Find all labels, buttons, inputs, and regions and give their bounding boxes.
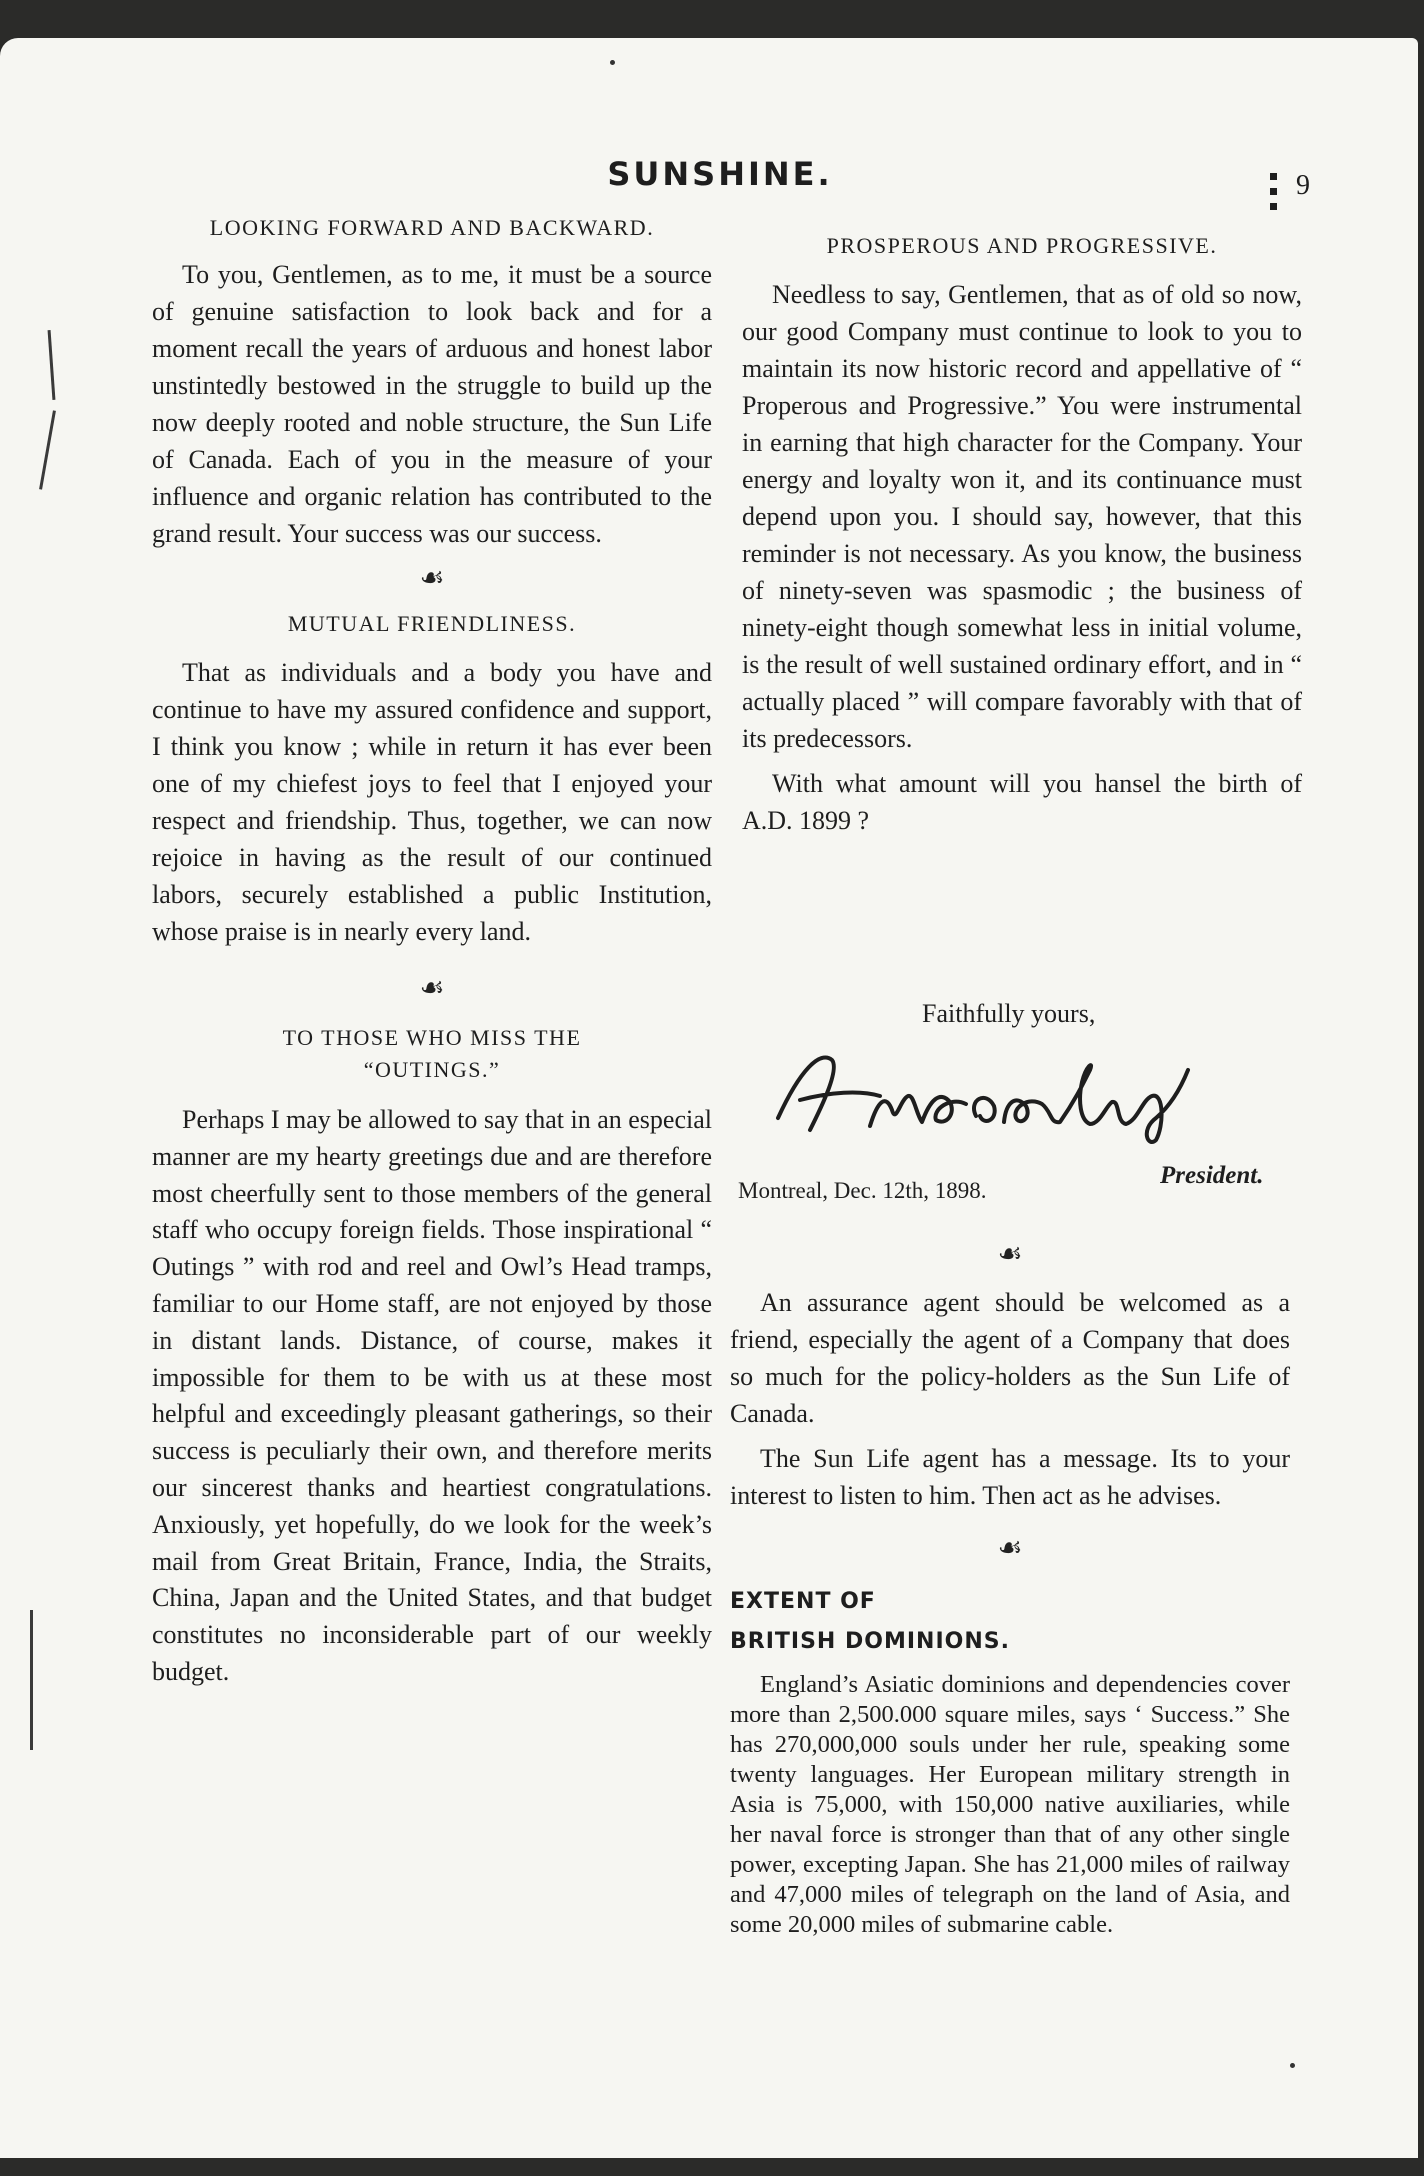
running-title: SUNSHINE. (607, 155, 833, 193)
paragraph: England’s Asiatic dominions and dependencies cover more than 2,500.000 square miles, says ‘ Success.” She has 270,000,000 souls under her rule, speaking some twenty languages. Her European military strength in Asia is 75,000, with 150,000 native auxiliaries, while her naval force is stronger than that of any other single power, excepting Japan. She has 21,000 miles of railway and 47,000 miles of telegraph on the land of Asia, and some 20,000 miles of submarine cable. (730, 1671, 1290, 1938)
signer-title: President. (1160, 1162, 1264, 1189)
place-date: Montreal, Dec. 12th, 1898. (738, 1178, 987, 1203)
right-column-lower (730, 1240, 1290, 1940)
section-body (730, 1670, 1290, 1940)
ornament-icon: ☙ (419, 563, 445, 594)
paragraph: Perhaps I may be allowed to say that in an especial manner are my hearty greetings due and are therefore most cheerfully sent to those members of the general staff who occupy foreign fields. Those inspirational “ Outings ” with rod and reel and Owl’s Head tramps, familiar to our Home staff, are not enjoyed by those in distant lands. Distance, of course, makes it impossible for them to be with us at these most helpful and exceedingly pleasant gatherings, so their success is peculiarly their own, and therefore merits our sincerest thanks and heartiest congratulations. Anxiously, yet hopefully, do we look for the week’s mail from Great Britain, France, India, the Straits, China, Japan and the United States, and that budget constitutes no inconsiderable part of our weekly budget. (152, 1105, 712, 1686)
paragraph: Needless to say, Gentlemen, that as of old so now, our good Company must continue to look to you to maintain its now historic record and appellative of “ Properous and Progressive.” You were instrumental in earning that high character for the Company. Your energy and loyalty won it, and its continuance must depend upon you. I should say, however, that this reminder is not necessary. As you know, the business of ninety-seven was spasmodic ; the business of ninety-eight though somewhat less in initial volume, is the result of well sustained ordinary effort, and in “ actually placed ” will compare favorably with that of its predecessors. (742, 280, 1302, 753)
left-column (152, 212, 712, 1699)
paragraph: That as individuals and a body you have and continue to have my assured confidence and support, I think you know ; while in return it has ever been one of my chiefest joys to feel that I enjoyed your respect and friendship. Thus, together, we can now rejoice in having as the result of our continued labors, securely established a public Institution, whose praise is in nearly every land. (152, 658, 712, 946)
scan-bottom-edge (0, 2158, 1424, 2176)
page-number-marks (1270, 173, 1278, 211)
margin-mark (30, 1610, 33, 1750)
closing: Faithfully yours, (922, 999, 1096, 1028)
right-column (742, 230, 1302, 847)
page-number: 9 (1296, 170, 1310, 201)
paragraph: With what amount will you hansel the birth of A.D. 1899 ? (742, 769, 1302, 835)
section-heading: MUTUAL FRIENDLINESS. (287, 611, 577, 636)
ornament-icon: ☙ (997, 1239, 1023, 1270)
section-heading: LOOKING FORWARD AND BACKWARD. (209, 215, 655, 240)
heading-line: BRITISH DOMINIONS. (730, 1629, 1010, 1654)
paragraph: An assurance agent should be welcomed as a friend, especially the agent of a Company that does so much for the policy-holders as the Sun Life of Canada. (730, 1288, 1290, 1428)
section-heading (730, 1582, 1290, 1662)
signature (760, 1030, 1300, 1150)
heading-line: TO THOSE WHO MISS THE (282, 1025, 582, 1050)
speck (1290, 2063, 1295, 2068)
heading-line: “OUTINGS.” (363, 1057, 501, 1082)
heading-line: EXTENT OF (730, 1589, 876, 1614)
ornament-icon: ☙ (997, 1533, 1023, 1564)
paragraph: The Sun Life agent has a message. Its to your interest to listen to him. Then act as he advises. (730, 1444, 1290, 1510)
section-heading: PROSPEROUS AND PROGRESSIVE. (826, 233, 1218, 258)
ornament-icon: ☙ (419, 973, 445, 1004)
paragraph: To you, Gentlemen, as to me, it must be a source of genuine satisfaction to look back and for a moment recall the years of arduous and honest labor unstintedly bestowed in the struggle to build up the now deeply rooted and noble structure, the Sun Life of Canada. Each of you in the measure of your influence and organic relation has contributed to the grand result. Your success was our success. (152, 260, 712, 548)
section-heading (152, 1022, 712, 1086)
speck (610, 60, 615, 65)
